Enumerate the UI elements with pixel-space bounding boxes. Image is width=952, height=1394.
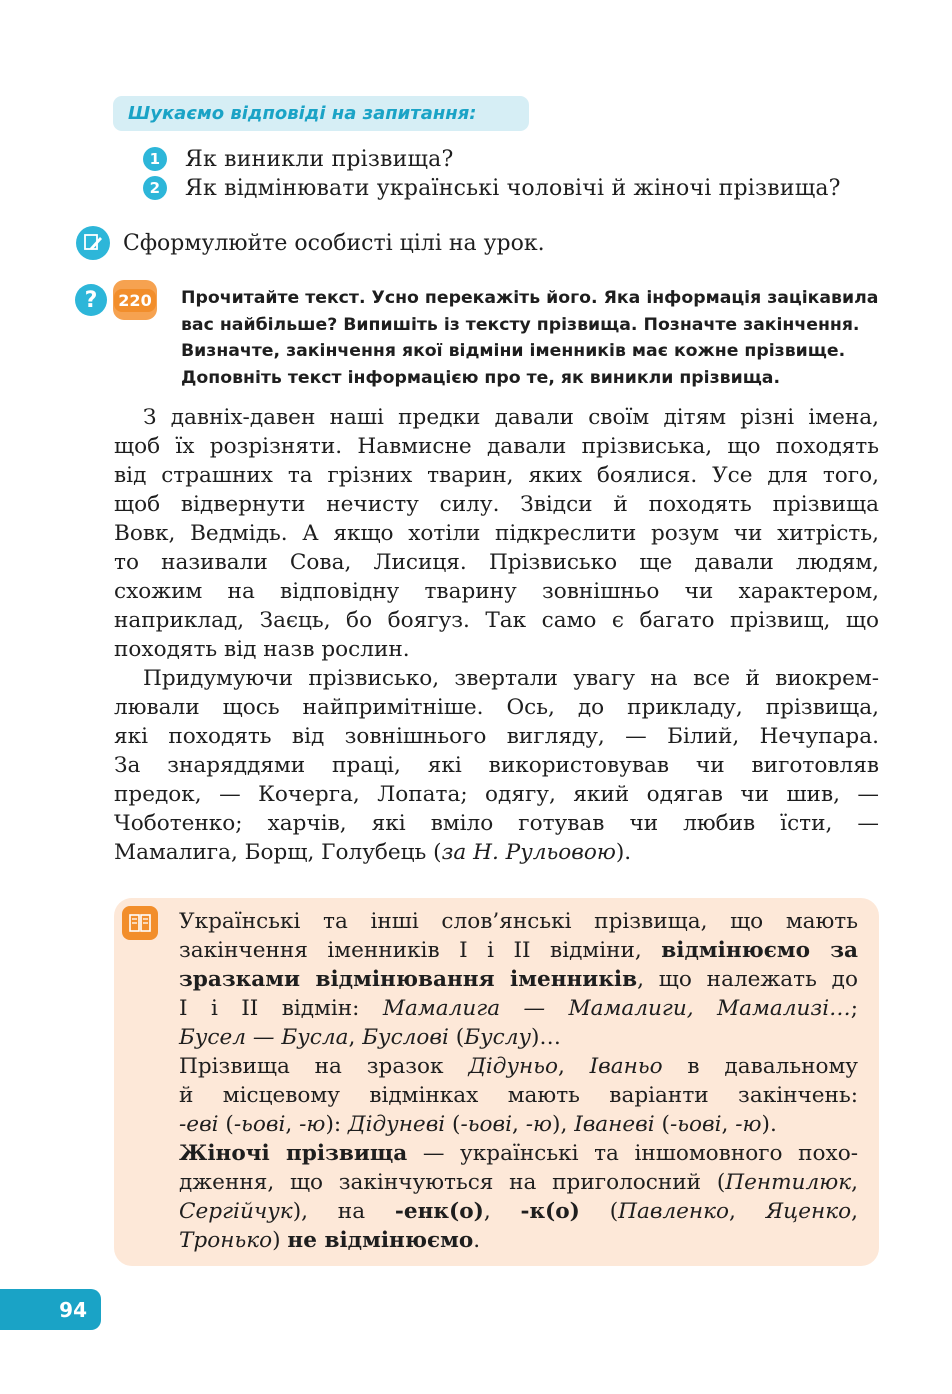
source-citation: за Н. Рульовою: [441, 840, 616, 865]
bold-span: -к(о): [520, 1199, 580, 1224]
text-span: (: [448, 1025, 465, 1050]
page-number: 94: [59, 1297, 87, 1322]
goal-row: [76, 226, 545, 260]
text-span: ,: [348, 1025, 363, 1050]
italic-span: Буслу: [464, 1025, 531, 1050]
italic-span: Бусел — Бусла: [179, 1025, 349, 1050]
rule-line: [179, 1168, 858, 1197]
rule-line: Українські та інші слов’янські прізвища, що мають: [179, 909, 858, 934]
italic-span: Мамалига — Мамалиги, Мамализі…: [382, 996, 851, 1021]
text-span: ): [272, 1228, 288, 1253]
question-text: Як виникли прізвища?: [185, 146, 454, 172]
goal-pencil-icon: [76, 226, 110, 260]
italic-span: -ьові: [669, 1112, 722, 1137]
rule-line: [179, 1226, 858, 1255]
text-span: .: [473, 1228, 481, 1253]
text-line: [114, 838, 879, 867]
task-number-badge: [113, 280, 157, 320]
text-line: щоб відвернути нечисту силу. Звідси й походять прізвища: [114, 492, 879, 517]
italic-span: Іваневі: [574, 1112, 655, 1137]
task-line: Прочитайте текст. Усно перекажіть його. Яка інформація зацікавила: [181, 288, 879, 308]
text-span: (: [218, 1112, 234, 1137]
text-span: , що належать до: [637, 967, 858, 992]
text-span: — українські та іншомовного похо-: [407, 1141, 858, 1166]
rule-line: [179, 1139, 858, 1168]
goal-text: Сформулюйте особисті цілі на урок.: [123, 230, 545, 256]
italic-span: Дідуньо: [468, 1054, 558, 1079]
text-line: Чоботенко; харчів, які вміло готував чи любив їсти, —: [114, 811, 879, 836]
text-span: (: [579, 1199, 619, 1224]
bold-span: Жіночі прізвища: [179, 1141, 408, 1166]
text-span: ,: [851, 1170, 858, 1195]
italic-span: Павленко: [618, 1199, 730, 1224]
text-line: походять від назв рослин.: [114, 637, 410, 662]
text-line: наприклад, Заєць, бо боягуз. Так само є багато прізвищ, що: [114, 608, 879, 633]
number-2-icon: 2: [143, 176, 167, 200]
rule-line: [179, 936, 858, 965]
rule-line: [179, 1023, 858, 1052]
italic-span: Яценко: [765, 1199, 852, 1224]
text-span: Мамалига, Борщ, Голубець (: [114, 840, 442, 865]
question-text: Як відмінювати українські чоловічі й жіночі прізвища?: [185, 175, 841, 201]
text-span: (: [654, 1112, 670, 1137]
text-line: які походять від зовнішнього вигляду, — Білий, Нечупара.: [114, 724, 879, 749]
task-line: Доповніть текст інформацією про те, як виникли прізвища.: [181, 367, 781, 388]
rule-line: [179, 965, 858, 994]
text-span: ,: [483, 1199, 521, 1224]
italic-span: Буслові: [362, 1025, 449, 1050]
rule-line: [179, 1110, 858, 1139]
bold-span: -енк(о): [394, 1199, 484, 1224]
text-line: Вовк, Ведмідь. А якщо хотіли підкреслити розум чи хитрість,: [114, 521, 879, 546]
task-instructions: [181, 285, 891, 391]
italic-span: -еві: [179, 1112, 219, 1137]
rule-line: [179, 1052, 858, 1081]
italic-span: -ю: [735, 1112, 762, 1137]
text-span: ,: [512, 1112, 526, 1137]
text-span: І і ІІ відмін:: [179, 996, 383, 1021]
italic-span: Дідуневі: [348, 1112, 446, 1137]
text-line: Придумуючи прізвисько, звертали увагу на все й виокрем-: [143, 666, 879, 691]
bold-span: відмінюємо за: [661, 938, 858, 963]
task-number: 220: [114, 289, 155, 312]
section-banner: Шукаємо відповіді на запитання:: [113, 96, 529, 131]
text-span: ), на: [292, 1199, 395, 1224]
book-rule-icon: [122, 906, 158, 940]
italic-span: -ю: [525, 1112, 553, 1137]
text-line: За знаряддями праці, які використовував чи виготовляв: [114, 753, 879, 778]
text-span: ).: [761, 1112, 777, 1137]
page-number-tab: [0, 1289, 101, 1330]
rule-line: [179, 994, 858, 1023]
question-item-2: [143, 173, 841, 203]
number-1-icon: 1: [143, 147, 167, 171]
text-line: щоб їх розрізняти. Навмисне давали прізвиська, що походять: [114, 434, 879, 459]
bold-span: не відмінюємо: [287, 1228, 474, 1253]
task-line: Визначте, закінчення якої відміни іменників має кожне прізвище.: [181, 341, 846, 361]
italic-span: Пентилюк: [725, 1170, 852, 1195]
italic-span: -ьові: [233, 1112, 286, 1137]
text-line: від страшних та грізних тварин, яких боялися. Усе для того,: [114, 463, 879, 488]
text-span: (: [445, 1112, 461, 1137]
text-span: Прізвища на зразок: [179, 1054, 469, 1079]
italic-span: Сергійчук: [179, 1199, 293, 1224]
task-markers: [75, 280, 157, 320]
text-span: дження, що закінчуються на приголосний (: [179, 1170, 726, 1195]
text-span: ).: [615, 840, 632, 865]
italic-span: Іваньо: [589, 1054, 663, 1079]
text-span: ,: [729, 1199, 766, 1224]
text-span: ,: [851, 1199, 858, 1224]
text-span: в давальному: [662, 1054, 858, 1079]
text-line: З давніх-давен наші предки давали своїм дітям різні імена,: [143, 405, 879, 430]
rule-line: [179, 1197, 858, 1226]
text-span: ;: [850, 996, 858, 1021]
text-line: предок, — Кочерга, Лопата; одягу, який одягав чи шив, —: [114, 782, 879, 807]
text-span: закінчення іменників І і ІІ відміни,: [179, 938, 662, 963]
question-mark-icon: ?: [75, 284, 107, 316]
text-span: ,: [721, 1112, 736, 1137]
text-span: ,: [285, 1112, 300, 1137]
bold-span: зразками відмінювання іменників: [179, 967, 638, 992]
italic-span: -ьові: [460, 1112, 512, 1137]
text-span: ):: [325, 1112, 349, 1137]
text-line: то називали Сова, Лисиця. Прізвисько ще давали людям,: [114, 550, 879, 575]
text-span: ),: [552, 1112, 575, 1137]
task-line: вас найбільше? Випишіть із тексту прізвища. Позначте закінчення.: [181, 314, 860, 335]
paragraph-1: [114, 403, 879, 664]
rule-line: й місцевому відмінках мають варіанти закінчень:: [179, 1083, 858, 1108]
italic-span: Тронько: [179, 1228, 273, 1253]
rule-text: [179, 907, 858, 1255]
text-span: )…: [530, 1025, 561, 1050]
text-span: ,: [557, 1054, 590, 1079]
text-line: лювали щось найпримітніше. Ось, до прикладу, прізвища,: [114, 695, 879, 720]
text-line: схожим на відповідну тварину зовнішньо чи характером,: [114, 579, 879, 604]
paragraph-2: [114, 664, 879, 867]
question-item-1: [143, 144, 453, 174]
italic-span: -ю: [299, 1112, 326, 1137]
